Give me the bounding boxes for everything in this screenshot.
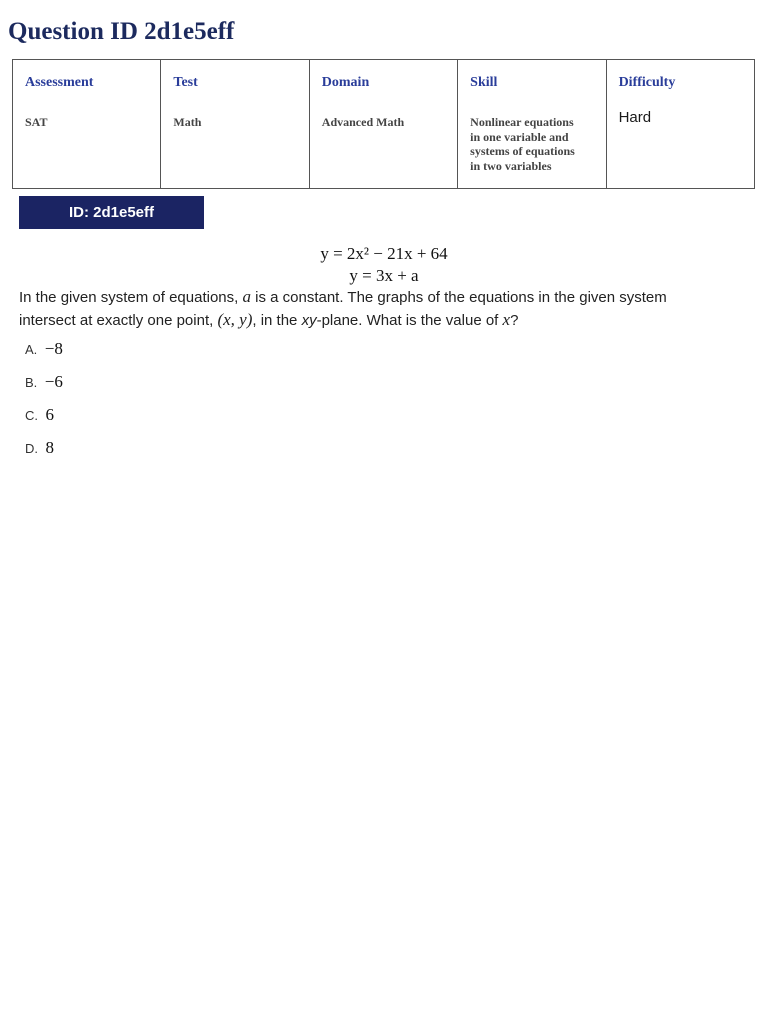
skill-value xyxy=(470,115,593,173)
choice-value: −8 xyxy=(44,339,63,358)
equation-2: y = 3x + a xyxy=(349,266,419,285)
choice-letter: D. xyxy=(25,441,38,456)
question-text-part: -plane. What is the value of xyxy=(316,312,503,329)
choice-letter: C. xyxy=(25,408,38,423)
difficulty-cell xyxy=(606,60,754,189)
skill-value-line: systems of equations xyxy=(470,144,575,158)
skill-cell xyxy=(458,60,606,189)
choice-letter: A. xyxy=(25,342,38,357)
choice-value: 6 xyxy=(45,405,54,424)
skill-header: Skill xyxy=(470,75,498,90)
answer-choice-a[interactable] xyxy=(25,338,63,371)
domain-header: Domain xyxy=(321,75,370,90)
question-metadata-table xyxy=(12,59,755,189)
choice-value: 8 xyxy=(45,438,54,457)
equation-1: y = 2x² − 21x + 64 xyxy=(320,244,448,263)
domain-value: Advanced Math xyxy=(321,115,405,129)
difficulty-header: Difficulty xyxy=(618,75,676,90)
test-cell xyxy=(161,60,309,189)
answer-choice-b[interactable] xyxy=(25,371,63,404)
variable-a: a xyxy=(242,287,251,306)
question-text-part: is a constant. The graphs of the equations in the given system intersect at exactly one point, xyxy=(19,289,667,329)
difficulty-value: Hard xyxy=(618,109,652,126)
question-text xyxy=(19,286,719,332)
skill-value-line: Nonlinear equations xyxy=(470,115,574,129)
domain-cell xyxy=(309,60,457,189)
answer-choice-c[interactable] xyxy=(25,404,63,437)
choice-letter: B. xyxy=(25,375,38,390)
assessment-header: Assessment xyxy=(25,75,94,90)
test-value: Math xyxy=(173,115,202,129)
answer-choices xyxy=(25,338,63,470)
question-text-part: In the given system of equations, xyxy=(19,289,243,306)
point-xy: (x, y) xyxy=(217,310,253,329)
question-text-part: , in the xyxy=(252,312,302,329)
question-id-badge: ID: 2d1e5eff xyxy=(19,196,204,229)
skill-value-line: in two variables xyxy=(470,158,552,173)
page-title: Question ID 2d1e5eff xyxy=(8,18,235,45)
skill-value-line: in one variable and xyxy=(470,129,569,144)
plane-label: xy xyxy=(301,312,317,329)
assessment-cell xyxy=(13,60,161,189)
question-text-part: ? xyxy=(510,312,519,329)
test-header: Test xyxy=(173,75,198,90)
variable-x: x xyxy=(502,310,511,329)
choice-value: −6 xyxy=(44,372,63,391)
equation-system xyxy=(0,243,768,287)
assessment-value: SAT xyxy=(25,115,48,129)
answer-choice-d[interactable] xyxy=(25,437,63,470)
